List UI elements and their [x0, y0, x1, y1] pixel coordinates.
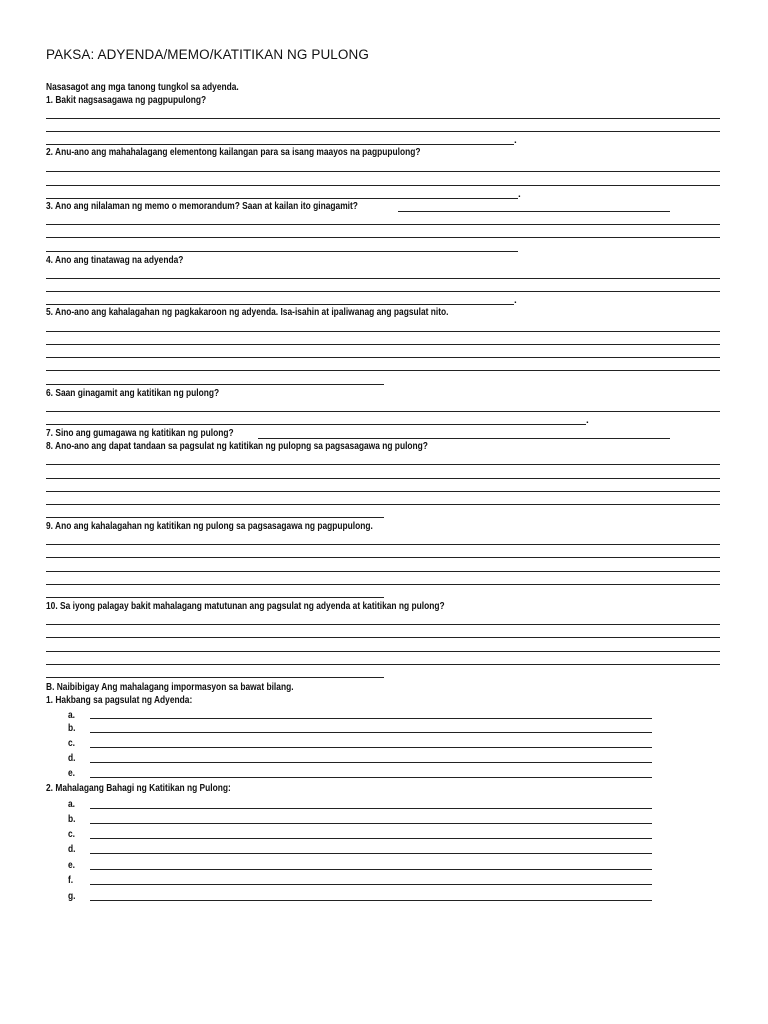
list-letter: b.: [68, 814, 76, 825]
answer-line[interactable]: [46, 304, 514, 305]
answer-line[interactable]: [90, 762, 652, 763]
answer-line[interactable]: [90, 900, 652, 901]
list-letter: f.: [68, 875, 74, 886]
list-letter: c.: [68, 738, 76, 749]
list-letter: a.: [68, 799, 76, 810]
question-10: 10. Sa iyong palagay bakit mahalagang matutunan ang pagsulat ng adyenda at katitikan ng pulong?: [46, 601, 445, 612]
answer-line[interactable]: [90, 853, 652, 854]
list-letter: e.: [68, 860, 76, 871]
list-letter: d.: [68, 844, 76, 855]
answer-line[interactable]: [46, 384, 384, 385]
answer-line[interactable]: [90, 838, 652, 839]
answer-line[interactable]: [46, 278, 720, 279]
answer-line[interactable]: [46, 637, 720, 638]
part-b-item-1-label: 1. Hakbang sa pagsulat ng Adyenda:: [46, 695, 193, 706]
answer-line[interactable]: [46, 624, 720, 625]
answer-line[interactable]: [46, 544, 720, 545]
answer-line[interactable]: [258, 438, 670, 439]
answer-line[interactable]: [46, 185, 720, 186]
answer-line[interactable]: [90, 718, 652, 719]
answer-line[interactable]: [46, 118, 720, 119]
answer-line[interactable]: [46, 344, 720, 345]
answer-line[interactable]: [46, 171, 720, 172]
answer-line[interactable]: [46, 651, 720, 652]
answer-line[interactable]: [46, 664, 720, 665]
line-period: .: [518, 189, 521, 200]
answer-line[interactable]: [46, 224, 720, 225]
answer-line[interactable]: [46, 491, 720, 492]
answer-line[interactable]: [46, 131, 720, 132]
question-5: 5. Ano-ano ang kahalagahan ng pagkakaroon ng adyenda. Isa-isahin at ipaliwanag ang pagsulat nito.: [46, 307, 449, 318]
answer-line[interactable]: [46, 557, 720, 558]
part-b-instruction: B. Naibibigay Ang mahalagang impormasyon sa bawat bilang.: [46, 682, 294, 693]
answer-line[interactable]: [46, 144, 514, 145]
answer-line[interactable]: [46, 504, 720, 505]
question-4: 4. Ano ang tinatawag na adyenda?: [46, 255, 184, 266]
question-2: 2. Anu-ano ang mahahalagang elementong kailangan para sa isang maayos na pagpupulong?: [46, 147, 421, 158]
answer-line[interactable]: [46, 370, 720, 371]
answer-line[interactable]: [46, 478, 720, 479]
page-title: PAKSA: ADYENDA/MEMO/KATITIKAN NG PULONG: [46, 47, 369, 62]
answer-line[interactable]: [46, 198, 518, 199]
answer-line[interactable]: [46, 251, 518, 252]
list-letter: c.: [68, 829, 76, 840]
question-1: 1. Bakit nagsasagawa ng pagpupulong?: [46, 95, 207, 106]
answer-line[interactable]: [46, 677, 384, 678]
question-9: 9. Ano ang kahalagahan ng katitikan ng pulong sa pagsasagawa ng pagpupulong.: [46, 521, 373, 532]
answer-line[interactable]: [46, 291, 720, 292]
answer-line[interactable]: [90, 808, 652, 809]
answer-line[interactable]: [46, 464, 720, 465]
list-letter: d.: [68, 753, 76, 764]
answer-line[interactable]: [90, 884, 652, 885]
answer-line[interactable]: [90, 777, 652, 778]
question-6: 6. Saan ginagamit ang katitikan ng pulong?: [46, 388, 220, 399]
answer-line[interactable]: [90, 869, 652, 870]
answer-line[interactable]: [46, 584, 720, 585]
line-period: .: [586, 415, 589, 426]
list-letter: a.: [68, 710, 76, 721]
answer-line[interactable]: [90, 823, 652, 824]
answer-line[interactable]: [46, 357, 720, 358]
answer-line[interactable]: [46, 331, 720, 332]
answer-line[interactable]: [46, 597, 384, 598]
answer-line[interactable]: [46, 517, 384, 518]
question-8: 8. Ano-ano ang dapat tandaan sa pagsulat ng katitikan ng pulopng sa pagsasagawa ng pulong?: [46, 441, 428, 452]
question-7: 7. Sino ang gumagawa ng katitikan ng pulong?: [46, 428, 234, 439]
list-letter: b.: [68, 723, 76, 734]
list-letter: g.: [68, 891, 76, 902]
answer-line[interactable]: [90, 732, 652, 733]
answer-line[interactable]: [46, 411, 720, 412]
line-period: .: [514, 135, 517, 146]
answer-line[interactable]: [90, 747, 652, 748]
part-a-instruction: Nasasagot ang mga tanong tungkol sa adyenda.: [46, 82, 239, 93]
answer-line[interactable]: [46, 237, 720, 238]
part-b-item-2-label: 2. Mahalagang Bahagi ng Katitikan ng Pulong:: [46, 783, 231, 794]
line-period: .: [514, 295, 517, 306]
answer-line[interactable]: [46, 424, 586, 425]
list-letter: e.: [68, 768, 76, 779]
question-3: 3. Ano ang nilalaman ng memo o memorandum? Saan at kailan ito ginagamit?: [46, 201, 358, 212]
answer-line[interactable]: [46, 571, 720, 572]
answer-line[interactable]: [398, 211, 670, 212]
